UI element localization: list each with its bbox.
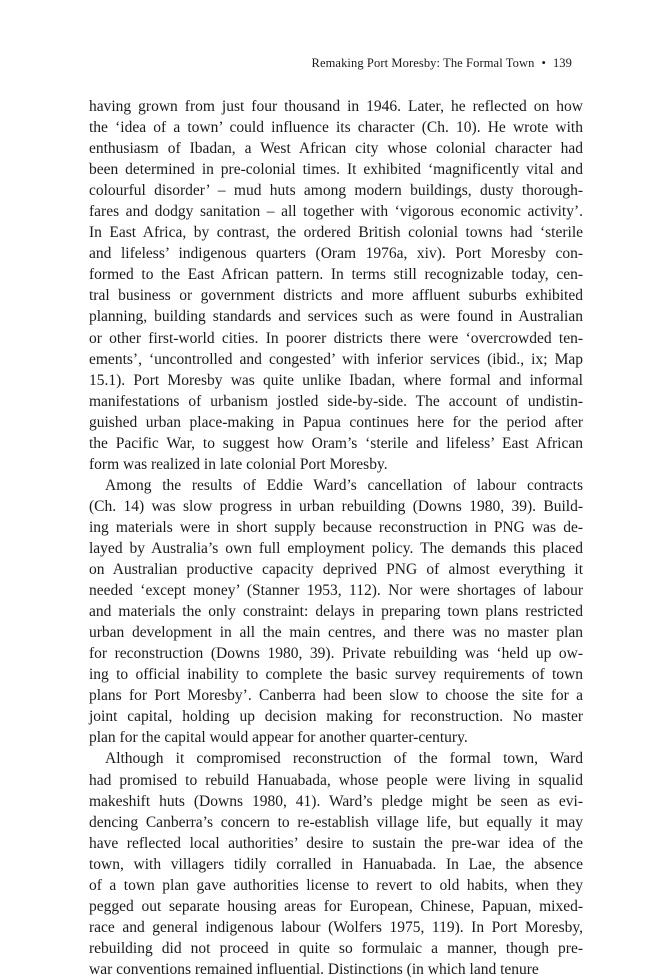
text-line: the Pacific War, to suggest how Oram’s ‘sterile and lifeless’ East African [89,434,583,452]
text-line: ing to official inability to complete the basic survey requirements of town [89,666,583,684]
text-line: needed ‘except money’ (Stanner 1953, 112). Nor were shortages of labour [89,582,583,600]
paragraph [89,748,583,980]
text-line: of a town plan gave authorities license to revert to old habits, when they [89,876,583,894]
text-line: plan for the capital would appear for another quarter-century. [89,729,468,747]
text-line: layed by Australia’s own full employment policy. The demands this placed [89,539,583,557]
text-line: Although it compromised reconstruction of the formal town, Ward [105,750,583,768]
running-head-separator: • [541,56,546,70]
text-line: rebuilding did not proceed in quite so formulaic a manner, though pre- [89,939,583,957]
text-line: In East Africa, by contrast, the ordered British colonial towns had ‘sterile [89,224,583,242]
text-line: or other first-world cities. In poorer districts there were ‘overcrowded ten- [89,329,583,347]
text-line: ing materials were in short supply because reconstruction in PNG was de- [89,518,583,536]
text-line: formed to the East African pattern. In terms still recognizable today, cen- [89,266,583,284]
text-line: been determined in pre-colonial times. It exhibited ‘magnificently vital and [89,161,583,179]
text-line: on Australian productive capacity deprived PNG of almost everything it [89,561,583,579]
paragraph [89,475,583,749]
text-line: the ‘idea of a town’ could influence its character (Ch. 10). He wrote with [89,119,583,137]
text-line: had promised to rebuild Hanuabada, whose people were living in squalid [89,771,583,789]
text-line: and materials the only constraint: delays in preparing town plans restricted [89,603,583,621]
text-line: pegged out separate housing areas for European, Chinese, Papuan, mixed- [89,897,583,915]
text-line: have reflected local authorities’ desire to sustain the pre-war idea of the [89,834,583,852]
text-line: war conventions remained influential. Distinctions (in which land tenure [89,960,539,978]
body-text [89,96,583,980]
text-line: 15.1). Port Moresby was quite unlike Ibadan, where formal and informal [89,371,583,389]
text-line: ements’, ‘uncontrolled and congested’ with inferior services (ibid., ix; Map [89,350,583,368]
text-line: having grown from just four thousand in 1946. Later, he reflected on how [89,98,583,115]
text-line: guished urban place-making in Papua continues here for the period after [89,413,583,431]
text-line: tral business or government districts and more affluent suburbs exhibited [89,287,583,305]
text-line: makeshift huts (Downs 1980, 41). Ward’s pledge might be seen as evi- [89,792,583,810]
text-line: joint capital, holding up decision making for reconstruction. No master [89,708,583,726]
text-line: enthusiasm of Ibadan, a West African city whose colonial character had [89,140,583,158]
text-line: for reconstruction (Downs 1980, 39). Private rebuilding was ‘held up ow- [89,645,583,663]
text-line: planning, building standards and services such as were found in Australian [89,308,583,326]
text-line: and lifeless’ indigenous quarters (Oram 1976a, xiv). Port Moresby con- [89,245,583,263]
text-line: plans for Port Moresby’. Canberra had been slow to choose the site for a [89,687,583,705]
page-number: 139 [552,56,572,70]
running-head [312,56,572,71]
paragraph [89,96,583,475]
text-line: Among the results of Eddie Ward’s cancellation of labour contracts [105,476,583,494]
text-line: (Ch. 14) was slow progress in urban rebuilding (Downs 1980, 39). Build- [89,497,583,515]
text-line: fares and dodgy sanitation – all together with ‘vigorous economic activity’. [89,203,583,221]
text-line: colourful disorder’ – mud huts among modern buildings, dusty thorough- [89,182,583,200]
text-line: urban development in all the main centres, and there was no master plan [89,624,583,642]
text-line: form was realized in late colonial Port Moresby. [89,455,388,473]
running-head-title: Remaking Port Moresby: The Formal Town [311,56,535,70]
text-line: dencing Canberra’s concern to re-establish village life, but equally it may [89,813,583,831]
text-line: race and general indigenous labour (Wolfers 1975, 119). In Port Moresby, [89,918,583,936]
text-line: town, with villagers tidily corralled in Hanuabada. In Lae, the absence [89,855,583,873]
text-line: manifestations of urbanism jostled side-by-side. The account of undistin- [89,392,583,410]
